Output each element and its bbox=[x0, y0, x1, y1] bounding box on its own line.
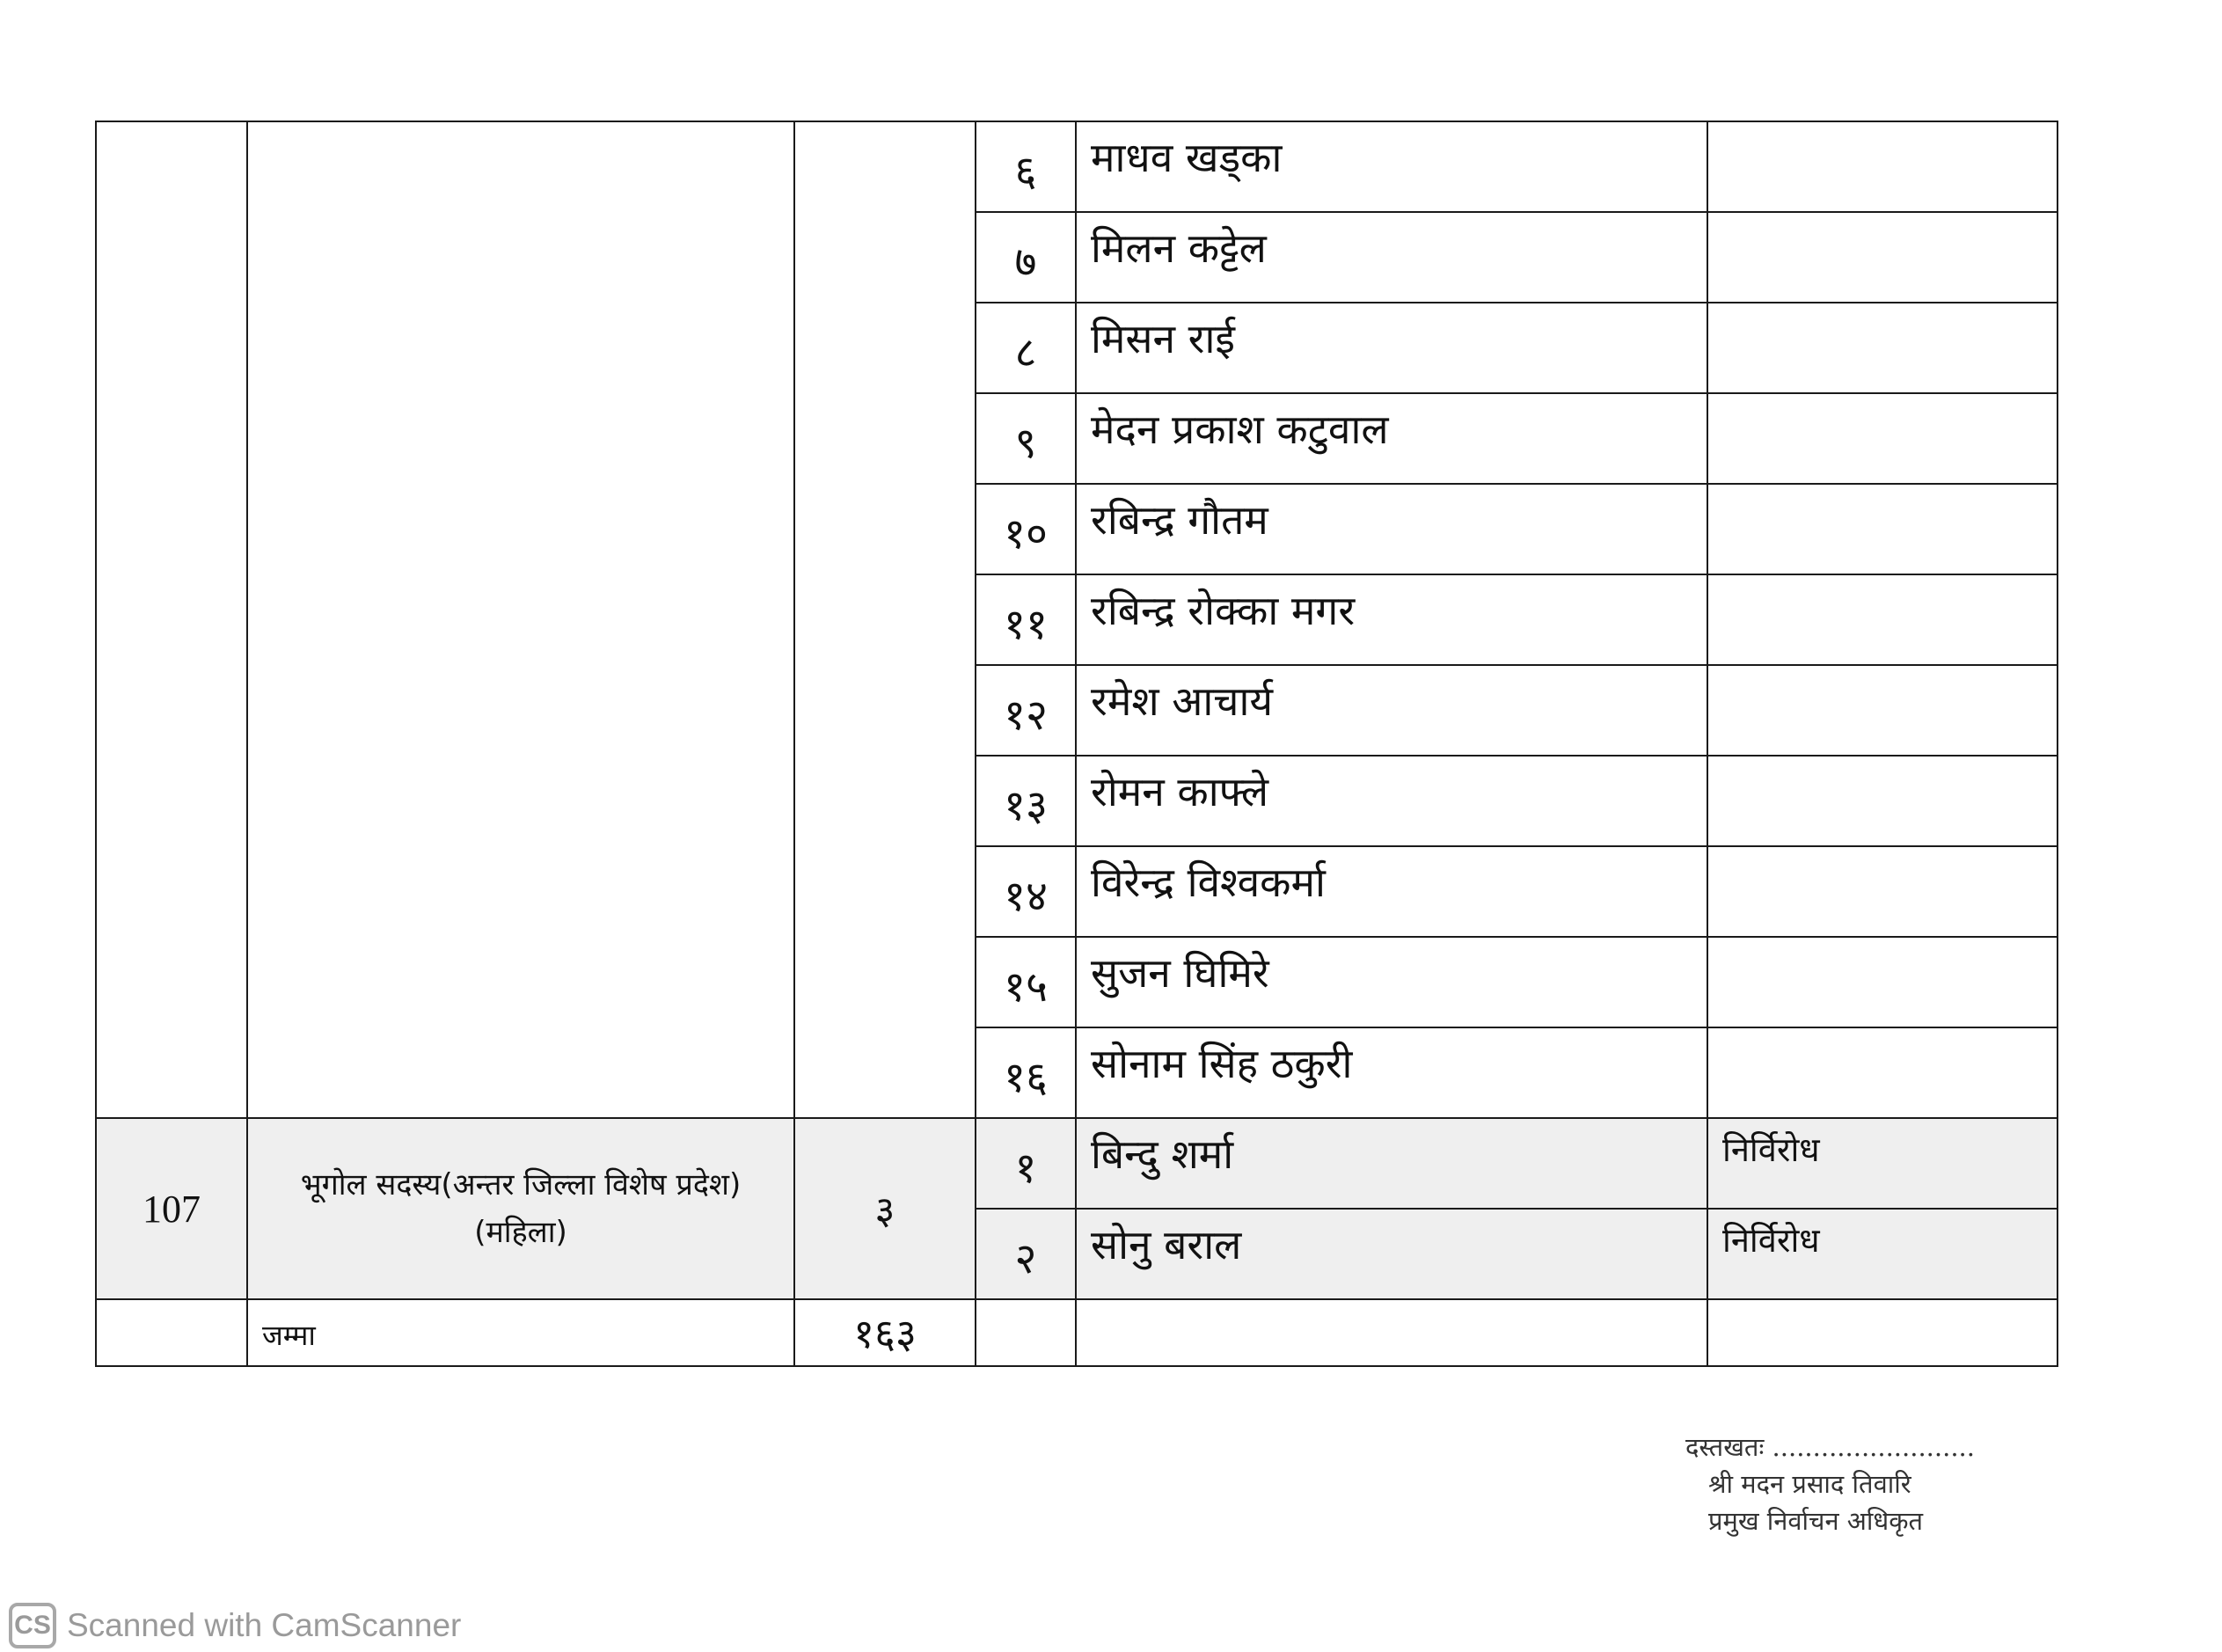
total-label: जम्मा bbox=[247, 1299, 794, 1366]
election-results-table bbox=[95, 121, 2058, 1367]
post-name bbox=[247, 1118, 794, 1299]
candidate-row bbox=[96, 121, 2058, 212]
candidate-row bbox=[96, 1118, 2058, 1209]
total-value: १६३ bbox=[794, 1299, 976, 1366]
post-name-line: भूगोल सदस्य(अन्तर जिल्ला विशेष प्रदेश) bbox=[300, 1167, 742, 1202]
candidate-status bbox=[1707, 121, 2058, 212]
candidate-status bbox=[1707, 665, 2058, 756]
candidate-serial: ११ bbox=[976, 574, 1076, 665]
candidate-name: रबिन्द्र गौतम bbox=[1076, 484, 1707, 574]
candidate-name: विरेन्द्र विश्वकर्मा bbox=[1076, 846, 1707, 937]
candidate-serial: १६ bbox=[976, 1027, 1076, 1118]
candidate-status bbox=[1707, 212, 2058, 303]
total-empty-cell bbox=[96, 1299, 247, 1366]
candidate-serial: १३ bbox=[976, 756, 1076, 846]
candidate-name: रबिन्द्र रोक्का मगर bbox=[1076, 574, 1707, 665]
candidate-status bbox=[1707, 937, 2058, 1027]
post-number-cell-blank bbox=[96, 121, 247, 1118]
candidate-name: रोमन काफ्ले bbox=[1076, 756, 1707, 846]
candidate-serial: १ bbox=[976, 1118, 1076, 1209]
camscanner-watermark bbox=[9, 1599, 461, 1652]
candidate-serial: ९ bbox=[976, 393, 1076, 484]
total-empty-cell bbox=[1076, 1299, 1707, 1366]
candidate-status bbox=[1707, 484, 2058, 574]
post-name-line: (महिला) bbox=[474, 1215, 567, 1250]
candidate-name: मेदन प्रकाश कटुवाल bbox=[1076, 393, 1707, 484]
candidate-name: सुजन घिमिरे bbox=[1076, 937, 1707, 1027]
candidate-status bbox=[1707, 756, 2058, 846]
candidate-serial: ७ bbox=[976, 212, 1076, 303]
candidate-status bbox=[1707, 303, 2058, 393]
candidate-serial: १४ bbox=[976, 846, 1076, 937]
candidate-serial: २ bbox=[976, 1209, 1076, 1299]
post-number: 107 bbox=[96, 1118, 247, 1299]
total-empty-cell bbox=[1707, 1299, 2058, 1366]
seat-count: ३ bbox=[794, 1118, 976, 1299]
candidate-status bbox=[1707, 393, 2058, 484]
candidate-status bbox=[1707, 1027, 2058, 1118]
watermark-text: Scanned with CamScanner bbox=[67, 1607, 462, 1643]
candidate-name: सोनाम सिंह ठकुरी bbox=[1076, 1027, 1707, 1118]
total-row bbox=[96, 1299, 2058, 1366]
candidate-serial: ८ bbox=[976, 303, 1076, 393]
signature-line: दस्तखतः ......................... bbox=[1685, 1432, 1975, 1462]
candidate-status bbox=[1707, 846, 2058, 937]
candidate-status: निर्विरोध bbox=[1707, 1118, 2058, 1209]
candidate-name: सोनु बराल bbox=[1076, 1209, 1707, 1299]
candidate-name: मिसन राई bbox=[1076, 303, 1707, 393]
candidate-name: रमेश आचार्य bbox=[1076, 665, 1707, 756]
officer-name: श्री मदन प्रसाद तिवारि bbox=[1708, 1469, 1911, 1499]
post-name-cell-blank bbox=[247, 121, 794, 1118]
candidate-serial: १० bbox=[976, 484, 1076, 574]
officer-designation: प्रमुख निर्वाचन अधिकृत bbox=[1708, 1506, 1924, 1536]
candidate-serial: १५ bbox=[976, 937, 1076, 1027]
signature-block bbox=[1685, 1429, 2020, 1539]
candidate-serial: ६ bbox=[976, 121, 1076, 212]
candidate-name: मिलन कट्टेल bbox=[1076, 212, 1707, 303]
total-empty-cell bbox=[976, 1299, 1076, 1366]
candidate-name: बिन्दु शर्मा bbox=[1076, 1118, 1707, 1209]
candidate-name: माधव खड्का bbox=[1076, 121, 1707, 212]
camscanner-logo-icon: CS bbox=[9, 1603, 56, 1648]
candidate-serial: १२ bbox=[976, 665, 1076, 756]
candidate-status: निर्विरोध bbox=[1707, 1209, 2058, 1299]
candidate-status bbox=[1707, 574, 2058, 665]
seats-cell-blank bbox=[794, 121, 976, 1118]
